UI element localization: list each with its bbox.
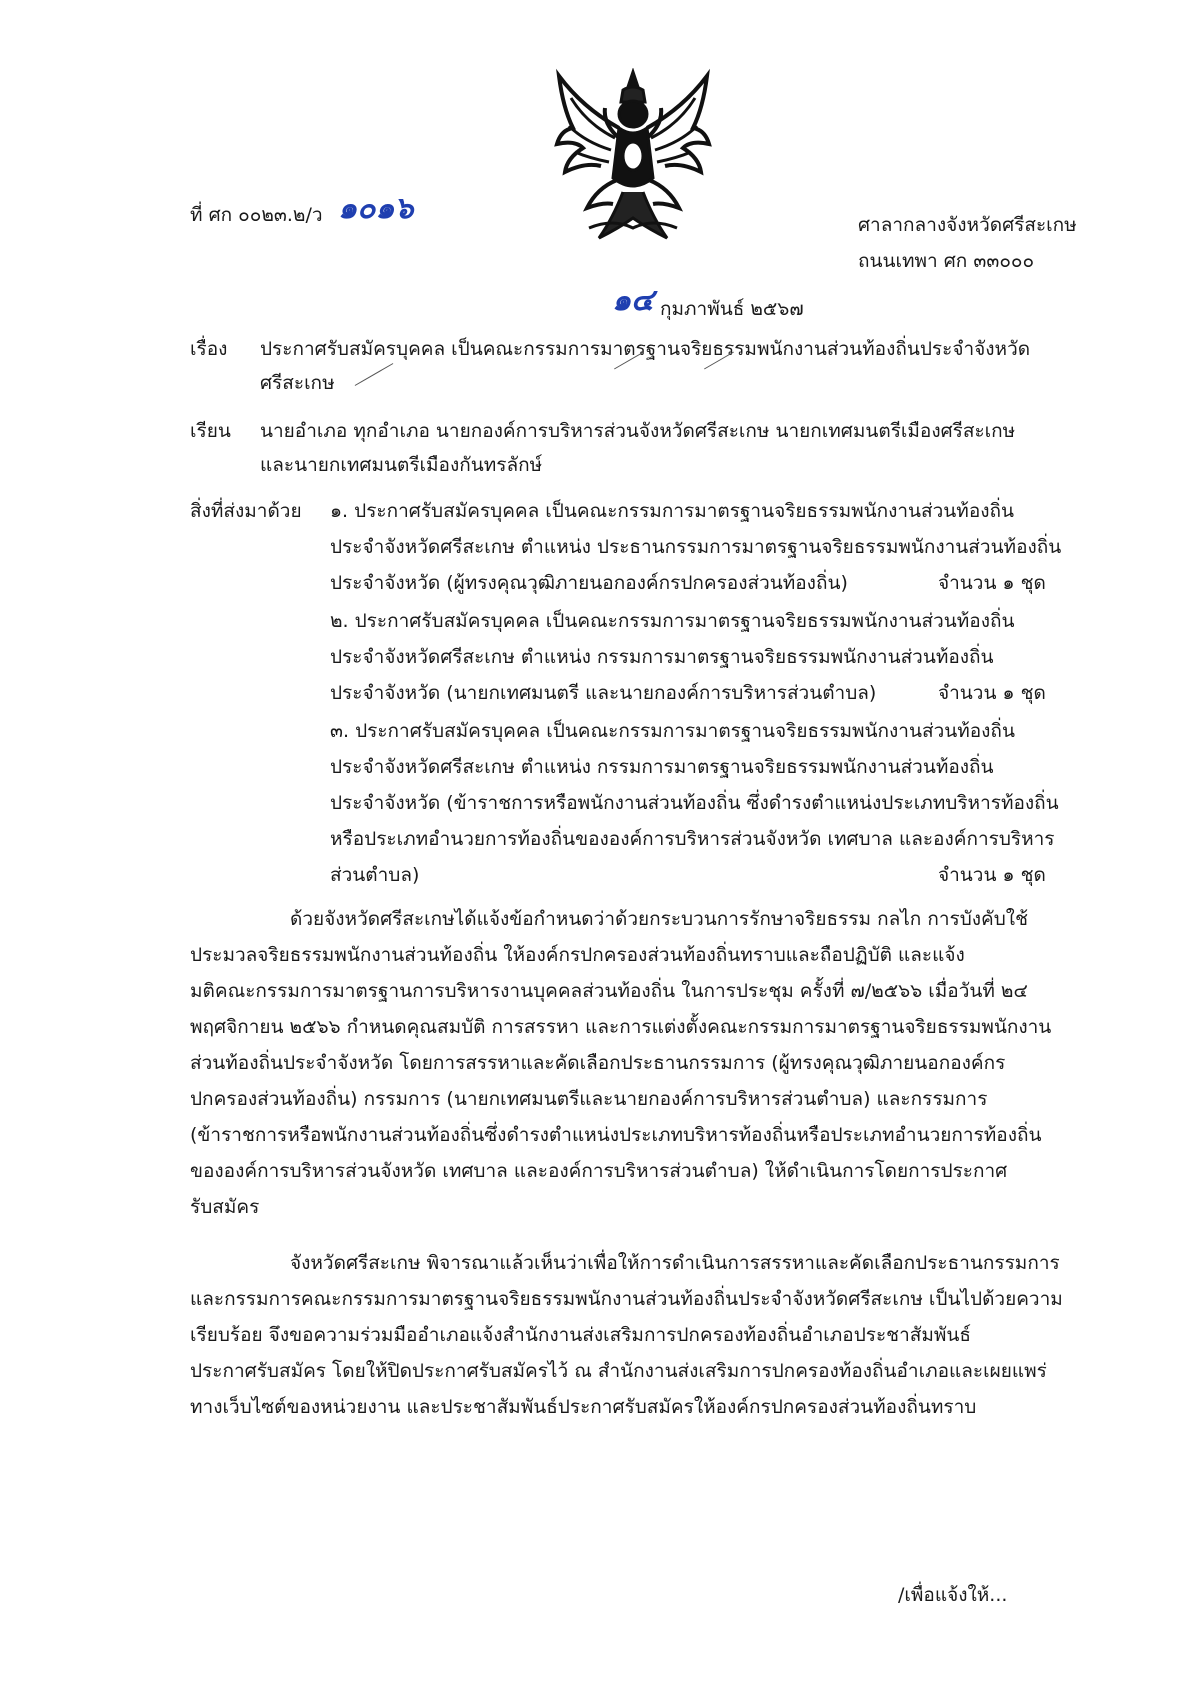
paragraph-line: ด้วยจังหวัดศรีสะเกษได้แจ้งข้อกำหนดว่าด้วยกระบวนการรักษาจริยธรรม กลไก การบังคับใช้ xyxy=(290,908,1028,930)
paragraph-line: ทางเว็บไซต์ของหน่วยงาน และประชาสัมพันธ์ประกาศรับสมัครให้องค์กรปกครองส่วนท้องถิ่นทราบ xyxy=(190,1396,977,1418)
paragraph-line: ประมวลจริยธรรมพนักงานส่วนท้องถิ่น ให้องค์กรปกครองส่วนท้องถิ่นทราบและถือปฏิบัติ และแจ้ง xyxy=(190,944,965,966)
enclosure-count-2: จำนวน ๑ ชุด xyxy=(938,682,1046,704)
enclosure-line: ๑. ประกาศรับสมัครบุคคล เป็นคณะกรรมการมาตรฐานจริยธรรมพนักงานส่วนท้องถิ่น xyxy=(330,500,1014,522)
enclosure-line: ประจำจังหวัด (ผู้ทรงคุณวุฒิภายนอกองค์กรปกครองส่วนท้องถิ่น) xyxy=(330,572,848,594)
addressee-line2: และนายกเทศมนตรีเมืองกันทรลักษ์ xyxy=(260,454,543,476)
reference-number-handwritten: ๑๐๑๖ xyxy=(338,191,414,226)
reference-number-prefix: ที่ ศก ๐๐๒๓.๒/ว xyxy=(190,204,323,226)
paragraph-line: ประกาศรับสมัคร โดยให้ปิดประกาศรับสมัครไว้ ณ สำนักงานส่งเสริมการปกครองท้องถิ่นอำเภอและเผยแพร่ xyxy=(190,1360,1047,1382)
enclosures-label: สิ่งที่ส่งมาด้วย xyxy=(190,500,302,522)
enclosure-line: หรือประเภทอำนวยการท้องถิ่นขององค์การบริหารส่วนจังหวัด เทศบาล และองค์การบริหาร xyxy=(330,828,1055,850)
paragraph-line: พฤศจิกายน ๒๕๖๖ กำหนดคุณสมบัติ การสรรหา และการแต่งตั้งคณะกรรมการมาตรฐานจริยธรรมพนักงาน xyxy=(190,1016,1052,1038)
enclosure-line: ประจำจังหวัด (ข้าราชการหรือพนักงานส่วนท้องถิ่น ซึ่งดำรงตำแหน่งประเภทบริหารท้องถิ่น xyxy=(330,792,1059,814)
pen-tick-mark xyxy=(355,363,394,386)
enclosure-count-1: จำนวน ๑ ชุด xyxy=(938,572,1046,594)
paragraph-line: ขององค์การบริหารส่วนจังหวัด เทศบาล และองค์การบริหารส่วนตำบล) ให้ดำเนินการโดยการประกาศ xyxy=(190,1160,1008,1182)
date-day-handwritten: ๑๔ xyxy=(612,283,654,318)
enclosure-line: ประจำจังหวัดศรีสะเกษ ตำแหน่ง ประธานกรรมการมาตรฐานจริยธรรมพนักงานส่วนท้องถิ่น xyxy=(330,536,1062,558)
subject-line1: ประกาศรับสมัครบุคคล เป็นคณะกรรมการมาตรฐานจริยธรรมพนักงานส่วนท้องถิ่นประจำจังหวัด xyxy=(260,338,1031,360)
enclosure-line: ๒. ประกาศรับสมัครบุคคล เป็นคณะกรรมการมาตรฐานจริยธรรมพนักงานส่วนท้องถิ่น xyxy=(330,610,1015,632)
continuation-note: /เพื่อแจ้งให้... xyxy=(898,1584,1008,1606)
paragraph-line: รับสมัคร xyxy=(190,1196,260,1218)
addressee-label: เรียน xyxy=(190,420,231,442)
paragraph-line: (ข้าราชการหรือพนักงานส่วนท้องถิ่นซึ่งดำรงตำแหน่งประเภทบริหารท้องถิ่นหรือประเภทอำนวยการท้องถิ่น xyxy=(190,1124,1042,1146)
paragraph-line: ส่วนท้องถิ่นประจำจังหวัด โดยการสรรหาและคัดเลือกประธานกรรมการ (ผู้ทรงคุณวุฒิภายนอกองค์กร xyxy=(190,1052,1006,1074)
enclosure-line: ประจำจังหวัด (นายกเทศมนตรี และนายกองค์การบริหารส่วนตำบล) xyxy=(330,682,877,704)
paragraph-line: และกรรมการคณะกรรมการมาตรฐานจริยธรรมพนักงานส่วนท้องถิ่นประจำจังหวัดศรีสะเกษ เป็นไปด้วยความ xyxy=(190,1288,1063,1310)
enclosure-line: ประจำจังหวัดศรีสะเกษ ตำแหน่ง กรรมการมาตรฐานจริยธรรมพนักงานส่วนท้องถิ่น xyxy=(330,646,994,668)
enclosure-line: ประจำจังหวัดศรีสะเกษ ตำแหน่ง กรรมการมาตรฐานจริยธรรมพนักงานส่วนท้องถิ่น xyxy=(330,756,994,778)
enclosure-count-3: จำนวน ๑ ชุด xyxy=(938,864,1046,886)
paragraph-line: จังหวัดศรีสะเกษ พิจารณาแล้วเห็นว่าเพื่อให้การดำเนินการสรรหาและคัดเลือกประธานกรรมการ xyxy=(290,1252,1060,1274)
paragraph-line: เรียบร้อย จึงขอความร่วมมืออำเภอแจ้งสำนักงานส่งเสริมการปกครองท้องถิ่นอำเภอประชาสัมพันธ์ xyxy=(190,1324,971,1346)
garuda-emblem-icon xyxy=(553,68,713,246)
office-address-line2: ถนนเทพา ศก ๓๓๐๐๐ xyxy=(858,250,1035,272)
paragraph-line: ปกครองส่วนท้องถิ่น) กรรมการ (นายกเทศมนตรีและนายกองค์การบริหารส่วนตำบล) และกรรมการ xyxy=(190,1088,988,1110)
office-address-line1: ศาลากลางจังหวัดศรีสะเกษ xyxy=(858,214,1077,236)
subject-line2: ศรีสะเกษ xyxy=(260,372,335,394)
enclosure-line: ๓. ประกาศรับสมัครบุคคล เป็นคณะกรรมการมาตรฐานจริยธรรมพนักงานส่วนท้องถิ่น xyxy=(330,720,1015,742)
paragraph-line: มติคณะกรรมการมาตรฐานการบริหารงานบุคคลส่วนท้องถิ่น ในการประชุม ครั้งที่ ๗/๒๕๖๖ เมื่อวันที่ ๒๔ xyxy=(190,980,1028,1002)
enclosure-line: ส่วนตำบล) xyxy=(330,864,420,886)
addressee-line1: นายอำเภอ ทุกอำเภอ นายกองค์การบริหารส่วนจังหวัดศรีสะเกษ นายกเทศมนตรีเมืองศรีสะเกษ xyxy=(260,420,1016,442)
subject-label: เรื่อง xyxy=(190,338,228,360)
date-month-year: กุมภาพันธ์ ๒๕๖๗ xyxy=(660,298,804,320)
